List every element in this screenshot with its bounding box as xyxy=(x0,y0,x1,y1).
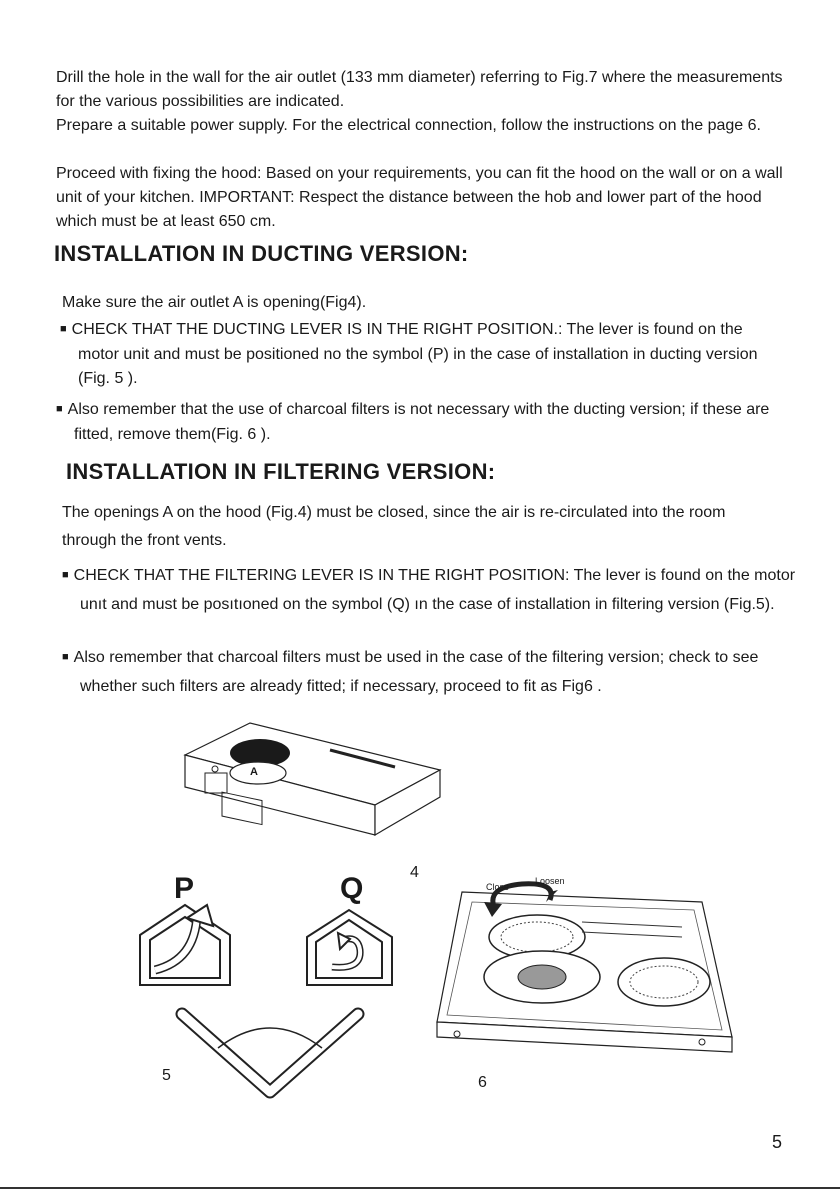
fig6-label-loosen: Loosen xyxy=(535,876,565,886)
fig6-filter-illustration xyxy=(432,872,752,1057)
filtering-bullet-2: ■ Also remember that charcoal filters must be used in the case of the filtering version; check to see whether such filters are already fitted; if necessary, proceed to fit as Fig6 . xyxy=(62,644,796,701)
house-filtering-icon xyxy=(302,905,397,990)
ducting-bullet-1: ■ CHECK THAT THE DUCTING LEVER IS IN THE RIGHT POSITION.: The lever is found on the motor unit and must be positioned no the symbol (P) in the case of installation in ducting version (Fig. 5 ). xyxy=(60,318,778,391)
filtering-bullet-1: ■ CHECK THAT THE FILTERING LEVER IS IN THE RIGHT POSITION: The lever is found on the motor unıt and must be posıtıoned on the symbol (Q) ın the case of installation in filtering version (Fig.5). xyxy=(62,562,820,619)
filtering-line-1: The openings A on the hood (Fig.4) must be closed, since the air is re-circulated into the room through the front vents. xyxy=(62,504,726,549)
page-number: 5 xyxy=(771,1132,782,1152)
fig4-hood-illustration xyxy=(170,715,450,845)
fig5-label-P: P xyxy=(174,872,195,905)
fig5-lever-illustration xyxy=(170,1000,370,1100)
fig4-label-A: A xyxy=(250,766,258,778)
intro-paragraph-drill: Drill the hole in the wall for the air outlet (133 mm diameter) referring to Fig.7 where the measurements for the various possibilities are indicated. xyxy=(56,69,783,110)
page-bottom-rule xyxy=(0,1187,840,1189)
filtering-heading: INSTALLATION IN FILTERING VERSION: xyxy=(66,459,496,484)
intro-paragraph-fixing: Proceed with fixing the hood: Based on your requirements, you can fit the hood on the wall or on a wall unit of your kitchen. IMPORTANT: Respect the distance between the hob and lower part of the hood which must be at least 650 cm. xyxy=(56,165,783,230)
ducting-line-1: Make sure the air outlet A is opening(Fig4). xyxy=(62,294,367,311)
fig5-caption: 5 xyxy=(162,1067,171,1084)
fig6-caption: 6 xyxy=(478,1074,487,1091)
ducting-heading: INSTALLATION IN DUCTING VERSION: xyxy=(54,241,469,266)
fig4-caption: 4 xyxy=(410,864,419,881)
ducting-bullet-2: ■ Also remember that the use of charcoal filters is not necessary with the ducting version; if these are fitted, remove them(Fig. 6 ). xyxy=(56,398,806,447)
house-ducting-icon xyxy=(135,900,235,990)
fig6-label-close: Close xyxy=(486,882,510,892)
intro-paragraph-power: Prepare a suitable power supply. For the electrical connection, follow the instructions on the page 6. xyxy=(56,117,761,134)
fig5-label-Q: Q xyxy=(340,872,364,905)
